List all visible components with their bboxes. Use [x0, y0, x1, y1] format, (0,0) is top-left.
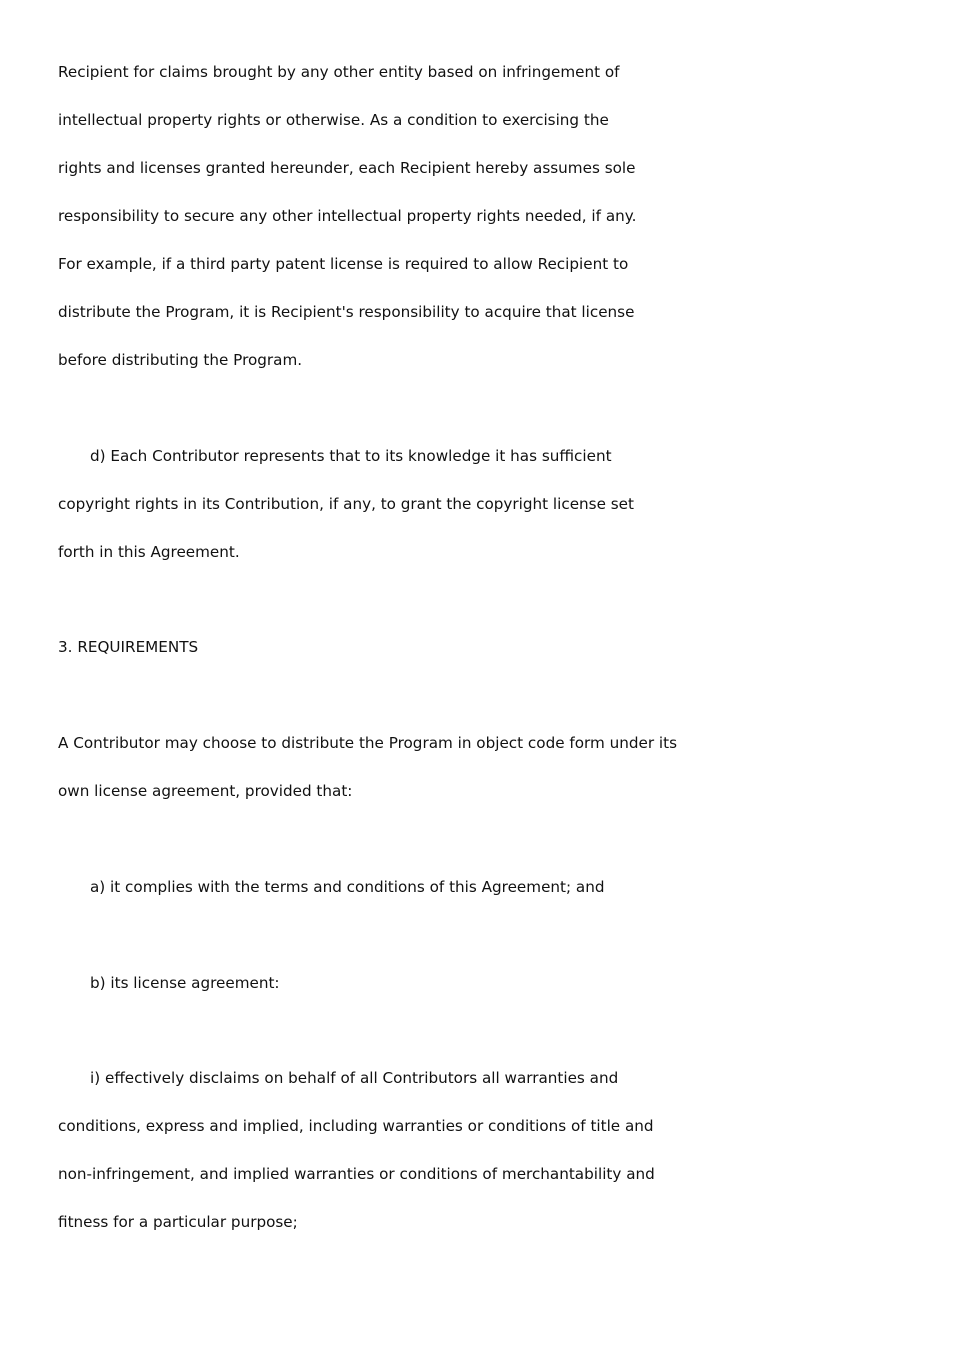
clause-b-line: b) its license agreement:	[90, 974, 280, 992]
requirements-line: A Contributor may choose to distribute the Program in object code form under its	[58, 734, 678, 752]
paragraph-line: Recipient for claims brought by any other entity based on infringement of	[58, 63, 620, 81]
clause-i-line: non-infringement, and implied warranties or conditions of merchantability and	[58, 1165, 655, 1183]
paragraph-line: distribute the Program, it is Recipient's responsibility to acquire that license	[58, 303, 635, 321]
requirements-line: own license agreement, provided that:	[58, 782, 353, 800]
paragraph-line: before distributing the Program.	[58, 351, 303, 369]
paragraph-line: intellectual property rights or otherwise. As a condition to exercising the	[58, 111, 609, 129]
paragraph-line: For example, if a third party patent license is required to allow Recipient to	[58, 255, 629, 273]
clause-a-line: a) it complies with the terms and conditions of this Agreement; and	[90, 878, 605, 896]
clause-i-line: conditions, express and implied, including warranties or conditions of title and	[58, 1117, 654, 1135]
section-heading: 3. REQUIREMENTS	[58, 638, 199, 656]
clause-i-line: fitness for a particular purpose;	[58, 1213, 298, 1231]
clause-d-line: d) Each Contributor represents that to its knowledge it has sufficient	[90, 447, 612, 465]
paragraph-line: responsibility to secure any other intellectual property rights needed, if any.	[58, 207, 637, 225]
paragraph-line: rights and licenses granted hereunder, each Recipient hereby assumes sole	[58, 159, 636, 177]
clause-d-line: forth in this Agreement.	[58, 543, 240, 561]
clause-i-line: i) effectively disclaims on behalf of all Contributors all warranties and	[90, 1069, 619, 1087]
clause-d-line: copyright rights in its Contribution, if any, to grant the copyright license set	[58, 495, 634, 513]
